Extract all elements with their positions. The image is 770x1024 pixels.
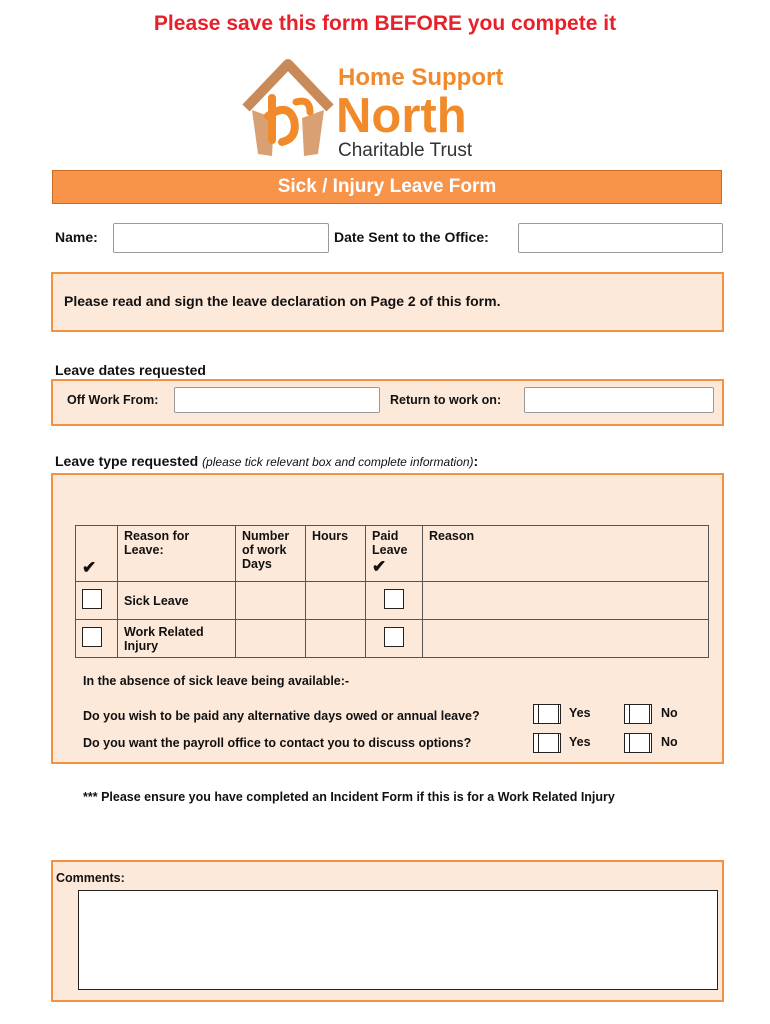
sick-leave-days[interactable] [236, 582, 306, 620]
comments-input[interactable] [78, 890, 718, 990]
question-1-no-label: No [661, 706, 678, 720]
off-work-input[interactable] [174, 387, 380, 413]
off-work-label: Off Work From: [67, 393, 159, 407]
row-label: Sick Leave [118, 582, 236, 620]
question-1-text: Do you wish to be paid any alternative days owed or annual leave? [83, 709, 480, 723]
col-work-days: Number of work Days [236, 526, 306, 582]
date-sent-label: Date Sent to the Office: [334, 229, 489, 245]
work-injury-checkbox[interactable] [82, 627, 102, 647]
question-2-yes-checkbox[interactable] [533, 733, 561, 753]
leave-dates-box [51, 379, 724, 426]
logo-line-3: Charitable Trust [338, 140, 473, 161]
leave-type-box [51, 473, 724, 764]
declaration-text: Please read and sign the leave declaration on Page 2 of this form. [64, 293, 501, 309]
table-row [76, 620, 709, 658]
logo-line-2: North [336, 89, 467, 143]
comments-label: Comments: [56, 871, 125, 885]
question-1-yes-label: Yes [569, 706, 591, 720]
name-label: Name: [55, 229, 98, 245]
leave-type-heading-note: (please tick relevant box and complete information) [202, 455, 474, 469]
work-injury-hours[interactable] [306, 620, 366, 658]
logo [238, 58, 528, 162]
col-paid-leave [366, 526, 423, 582]
leave-type-heading-colon: : [473, 453, 479, 469]
logo-line-1: Home Support [338, 64, 504, 91]
sick-leave-checkbox-cell [76, 582, 118, 620]
declaration-box [51, 272, 724, 332]
return-work-label: Return to work on: [390, 393, 502, 407]
tick-header: ✔ [76, 526, 118, 582]
leave-type-heading-main: Leave type requested [55, 453, 199, 469]
injury-checkbox-cell [76, 620, 118, 658]
sick-leave-checkbox[interactable] [82, 589, 102, 609]
table-row [76, 582, 709, 620]
question-2-no-label: No [661, 735, 678, 749]
form-title: Sick / Injury Leave Form [52, 170, 722, 204]
save-warning: Please save this form BEFORE you compete it [153, 12, 617, 35]
work-injury-days[interactable] [236, 620, 306, 658]
logo-hands-icon [238, 58, 338, 162]
question-2-text: Do you want the payroll office to contact you to discuss options? [83, 736, 472, 750]
question-2-no-checkbox[interactable] [624, 733, 652, 753]
absence-note: In the absence of sick leave being available:- [83, 674, 350, 688]
work-injury-paid-checkbox[interactable] [384, 627, 404, 647]
question-1-yes-checkbox[interactable] [533, 704, 561, 724]
sick-leave-reason[interactable] [423, 582, 709, 620]
name-input[interactable] [113, 223, 329, 253]
leave-table [75, 525, 709, 658]
incident-note: *** Please ensure you have completed an Incident Form if this is for a Work Related Injury [83, 790, 615, 804]
comments-box [51, 860, 724, 1002]
sick-leave-paid-cell [366, 582, 423, 620]
question-2-yes-label: Yes [569, 735, 591, 749]
injury-paid-cell [366, 620, 423, 658]
col-reason-for-leave: Reason for Leave: [118, 526, 236, 582]
leave-table-header [76, 526, 709, 582]
col-hours: Hours [306, 526, 366, 582]
leave-dates-heading: Leave dates requested [55, 362, 206, 378]
date-sent-input[interactable] [518, 223, 723, 253]
row-label: Work Related Injury [118, 620, 236, 658]
col-paid-tick: ✔ [372, 557, 387, 576]
work-injury-reason[interactable] [423, 620, 709, 658]
question-1-no-checkbox[interactable] [624, 704, 652, 724]
leave-type-heading [55, 453, 478, 469]
col-reason: Reason [423, 526, 709, 582]
sick-leave-paid-checkbox[interactable] [384, 589, 404, 609]
sick-leave-hours[interactable] [306, 582, 366, 620]
return-work-input[interactable] [524, 387, 714, 413]
col-paid-leave-label: Paid Leave [372, 529, 408, 557]
